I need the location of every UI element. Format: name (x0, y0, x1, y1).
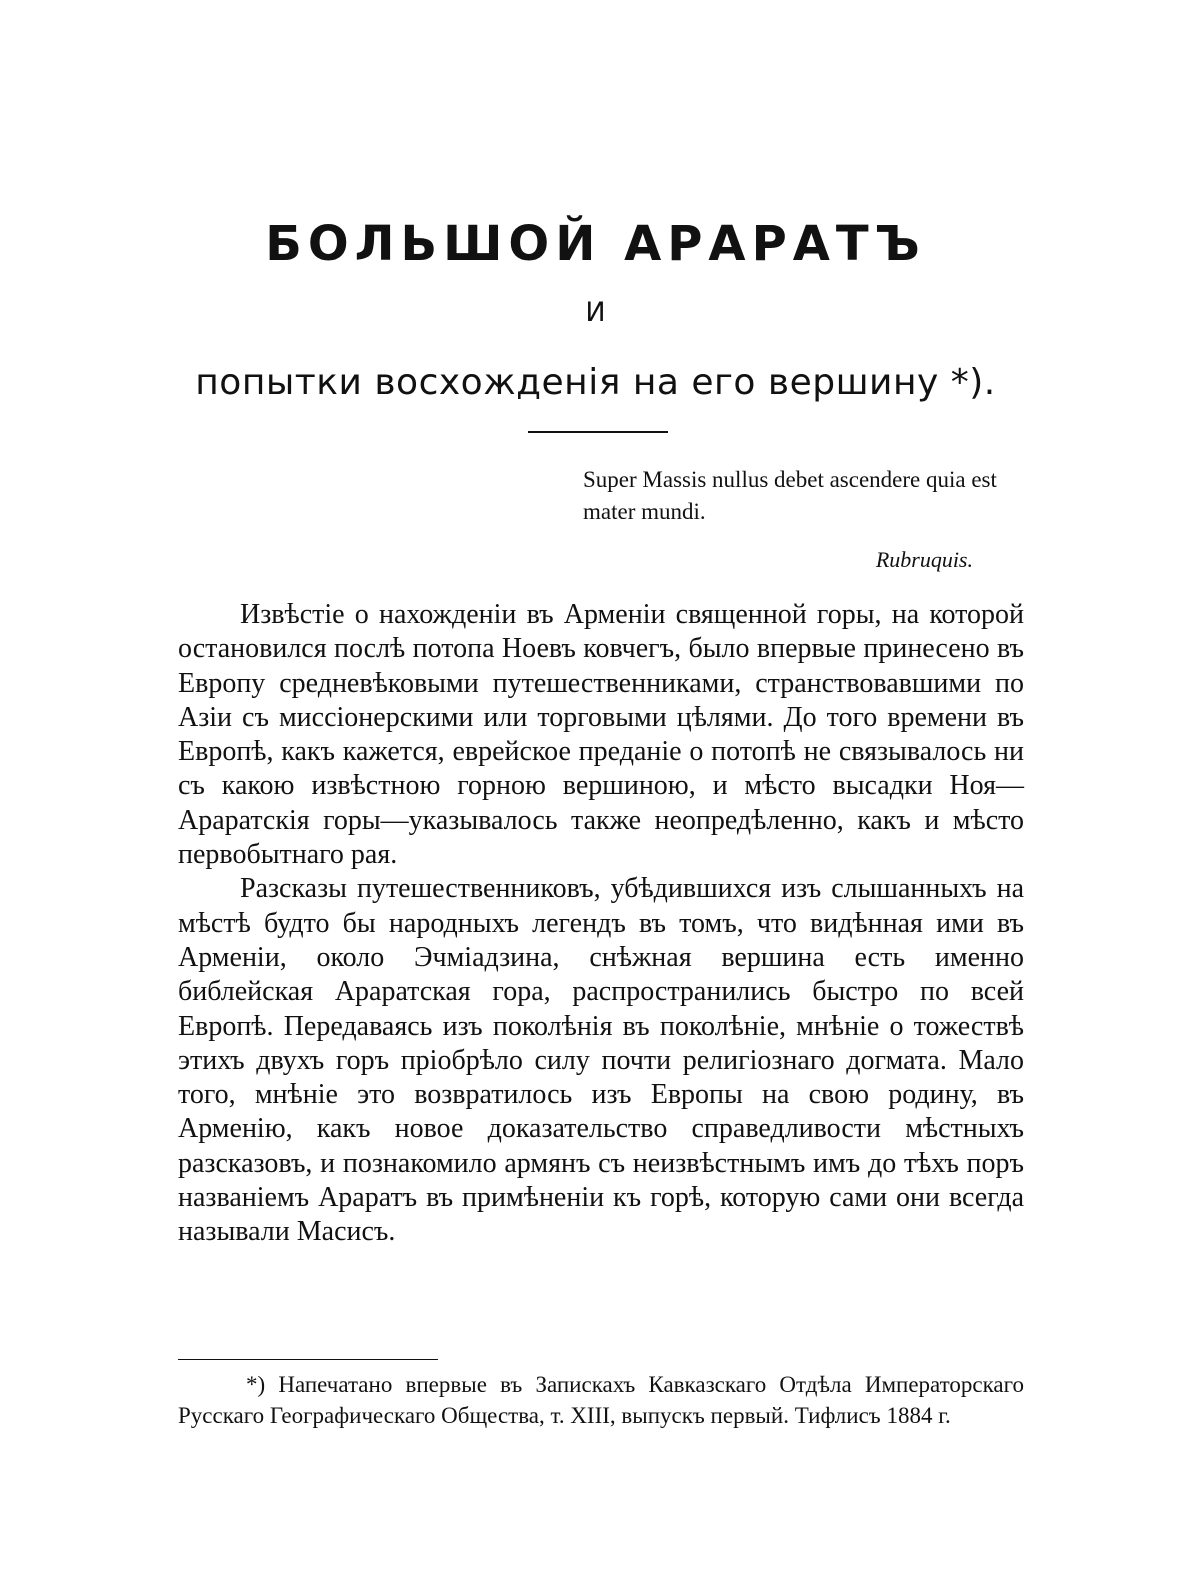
paragraph: Извѣстіе о нахожденіи въ Арменіи священной горы, на которой остановился послѣ потопа Ноевъ ковчегъ, было впервые принесено въ Европу средневѣковыми путешественниками, странствовавшими по Азіи съ миссіонерскими или торговыми цѣлями. До того времени въ Европѣ, какъ кажется, еврейское преданіе о потопѣ не связывалось ни съ какою извѣстною горною вершиною, и мѣсто высадки Ноя—Араратскія горы—указывалось также неопредѣленно, какъ и мѣсто первобытнаго рая. (178, 599, 1024, 871)
body-text (178, 598, 1024, 1250)
footnote-divider (178, 1359, 438, 1360)
footnote (178, 1369, 1024, 1431)
title-conjunction: И (585, 297, 606, 328)
page-title: БОЛЬШОЙ АРАРАТЪ (265, 216, 926, 272)
paragraph: Разсказы путешественниковъ, убѣдившихся изъ слышанныхъ на мѣстѣ будто бы народныхъ легендъ въ томъ, что видѣнная ими въ Арменіи, около Эчміадзина, снѣжная вершина есть именно библейская Араратская гора, распространились быстро по всей Европѣ. Передаваясь изъ поколѣнія въ поколѣніе, мнѣніе о тожествѣ этихъ двухъ горъ пріобрѣло силу почти религіознаго догмата. Мало того, мнѣніе это возвратилось изъ Европы на свою родину, въ Арменію, какъ новое доказательство справедливости мѣстныхъ разсказовъ, и познакомило армянъ съ неизвѣстнымъ имъ до тѣхъ поръ названіемъ Араратъ въ примѣненіи къ горѣ, которую сами они всегда называли Масисъ. (178, 873, 1024, 1248)
epigraph-quote: Super Massis nullus debet ascendere quia est mater mundi. (583, 467, 997, 524)
page-subtitle: попытки восхожденія на его вершину *). (195, 362, 996, 403)
title-divider (528, 431, 668, 433)
epigraph-author: Rubruquis. (875, 547, 973, 572)
footnote-text: *) Напечатано впервые въ Запискахъ Кавказскаго Отдѣла Императорскаго Русскаго Географическаго Общества, т. XIII, выпускъ первый. Тифлисъ 1884 г. (178, 1372, 1024, 1428)
